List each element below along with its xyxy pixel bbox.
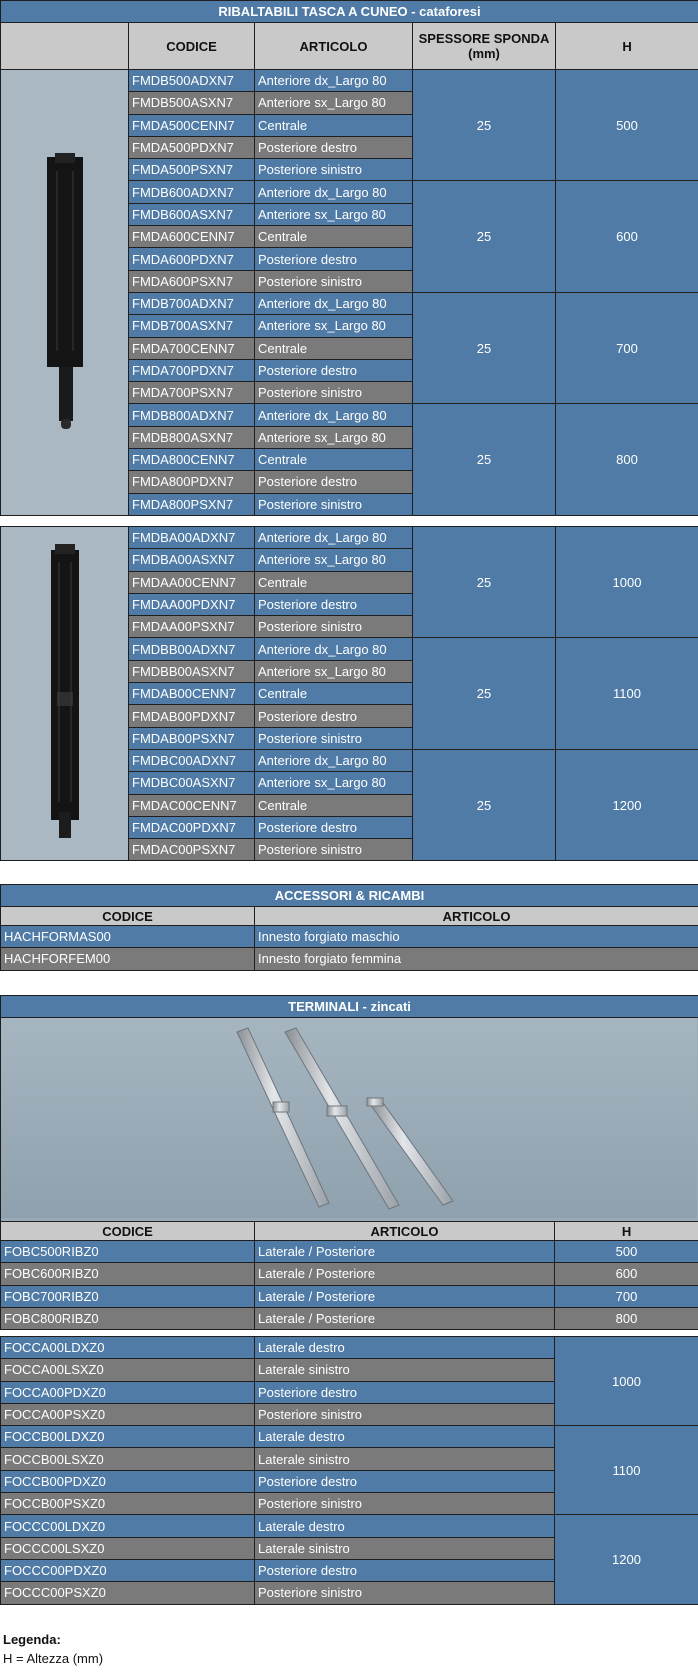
product-code: FMDAB00PDXN7 (129, 705, 255, 727)
product-article: Anteriore sx_Largo 80 (255, 92, 413, 114)
terminale-code: FOCCC00PDXZ0 (1, 1559, 255, 1581)
product-code: FMDA800CENN7 (129, 449, 255, 471)
terminale-article: Posteriore destro (255, 1559, 555, 1581)
product-article: Posteriore destro (255, 359, 413, 381)
terminale-code: FOCCC00LSXZ0 (1, 1537, 255, 1559)
product-code: FMDB800ASXN7 (129, 426, 255, 448)
terminale-h: 1100 (555, 1426, 698, 1515)
accessori-title: ACCESSORI & RICAMBI (1, 885, 698, 907)
codice-header: CODICE (129, 23, 255, 70)
product-article: Posteriore destro (255, 248, 413, 270)
terminale-code: FOCCA00PDXZ0 (1, 1381, 255, 1403)
h-value: 800 (556, 404, 698, 515)
h-value: 1200 (556, 749, 698, 860)
product-article: Posteriore sinistro (255, 270, 413, 292)
product-code: FMDAA00CENN7 (129, 571, 255, 593)
product-code: FMDB600ASXN7 (129, 203, 255, 225)
terminale-code: FOCCA00LSXZ0 (1, 1359, 255, 1381)
ribaltabili-table-1000-1200 (0, 526, 698, 861)
product-code: FMDB500ADXN7 (129, 70, 255, 92)
legend-text: H = Altezza (mm) (3, 1651, 104, 1666)
terminali-table (0, 995, 698, 1330)
product-article: Anteriore sx_Largo 80 (255, 660, 413, 682)
h-value: 1000 (556, 527, 698, 638)
product-article: Posteriore sinistro (255, 493, 413, 515)
h-value: 500 (556, 70, 698, 181)
terminale-code: FOCCB00LSXZ0 (1, 1448, 255, 1470)
product-code: FMDA500PSXN7 (129, 159, 255, 181)
product-article: Centrale (255, 337, 413, 359)
product-code: FMDAC00PSXN7 (129, 839, 255, 861)
product-article: Posteriore destro (255, 705, 413, 727)
table-row (1, 1241, 698, 1263)
terminale-code: FOCCA00LDXZ0 (1, 1337, 255, 1359)
product-code: FMDAA00PSXN7 (129, 616, 255, 638)
product-article: Centrale (255, 226, 413, 248)
table-row (1, 1285, 698, 1307)
product-article: Anteriore sx_Largo 80 (255, 203, 413, 225)
ribaltabili-title: RIBALTABILI TASCA A CUNEO - cataforesi (1, 1, 698, 23)
spessore-value: 25 (413, 638, 556, 749)
product-article: Posteriore sinistro (255, 839, 413, 861)
product-article: Anteriore sx_Largo 80 (255, 772, 413, 794)
product-code: FMDA700PSXN7 (129, 382, 255, 404)
terminali-title: TERMINALI - zincati (1, 996, 698, 1018)
terminale-code: FOCCB00LDXZ0 (1, 1426, 255, 1448)
spessore-value: 25 (413, 749, 556, 860)
product-code: FMDBB00ASXN7 (129, 660, 255, 682)
articolo-header: ARTICOLO (255, 23, 413, 70)
product-code: FMDA600PSXN7 (129, 270, 255, 292)
product-code: FMDB600ADXN7 (129, 181, 255, 203)
product-article: Posteriore destro (255, 593, 413, 615)
product-image-cell (1, 70, 129, 516)
terminali-codice-header: CODICE (1, 1222, 255, 1241)
h-value: 1100 (556, 638, 698, 749)
legend (3, 1632, 103, 1666)
product-code: FMDB800ADXN7 (129, 404, 255, 426)
accessori-code: HACHFORMAS00 (1, 926, 255, 948)
table-row (1, 70, 698, 92)
product-code: FMDA500PDXN7 (129, 136, 255, 158)
terminale-code: FOBC500RIBZ0 (1, 1241, 255, 1263)
terminale-article: Laterale / Posteriore (255, 1307, 555, 1329)
product-article: Centrale (255, 571, 413, 593)
terminale-code: FOBC700RIBZ0 (1, 1285, 255, 1307)
spessore-value: 25 (413, 292, 556, 403)
accessori-articolo-header: ARTICOLO (255, 907, 698, 926)
product-code: FMDBC00ADXN7 (129, 749, 255, 771)
terminale-h: 1200 (555, 1515, 698, 1604)
product-code: FMDBA00ADXN7 (129, 527, 255, 549)
terminale-article: Laterale sinistro (255, 1448, 555, 1470)
terminale-article: Laterale destro (255, 1515, 555, 1537)
legend-title: Legenda: (3, 1632, 61, 1647)
terminale-code: FOCCA00PSXZ0 (1, 1403, 255, 1425)
product-code: FMDA700CENN7 (129, 337, 255, 359)
product-code: FMDB500ASXN7 (129, 92, 255, 114)
product-article: Anteriore dx_Largo 80 (255, 749, 413, 771)
terminale-code: FOCCC00LDXZ0 (1, 1515, 255, 1537)
product-code: FMDBB00ADXN7 (129, 638, 255, 660)
terminale-h: 600 (555, 1263, 698, 1285)
product-article: Anteriore dx_Largo 80 (255, 404, 413, 426)
product-article: Posteriore sinistro (255, 159, 413, 181)
product-article: Posteriore sinistro (255, 727, 413, 749)
product-image-cell (1, 527, 129, 861)
terminale-h: 500 (555, 1241, 698, 1263)
terminali-grouped-table (0, 1336, 698, 1605)
product-article: Centrale (255, 683, 413, 705)
terminali-articolo-header: ARTICOLO (255, 1222, 555, 1241)
product-article: Centrale (255, 794, 413, 816)
spessore-value: 25 (413, 527, 556, 638)
product-code: FMDBA00ASXN7 (129, 549, 255, 571)
accessori-table (0, 884, 698, 971)
image-column-header (1, 23, 129, 70)
product-article: Centrale (255, 449, 413, 471)
product-article: Anteriore sx_Largo 80 (255, 549, 413, 571)
product-code: FMDAB00PSXN7 (129, 727, 255, 749)
product-article: Anteriore dx_Largo 80 (255, 527, 413, 549)
product-article: Posteriore sinistro (255, 382, 413, 404)
terminale-article: Laterale / Posteriore (255, 1263, 555, 1285)
terminale-article: Posteriore sinistro (255, 1403, 555, 1425)
terminale-article: Laterale destro (255, 1337, 555, 1359)
terminale-h: 800 (555, 1307, 698, 1329)
terminale-article: Laterale / Posteriore (255, 1285, 555, 1307)
product-code: FMDA600PDXN7 (129, 248, 255, 270)
terminale-article: Posteriore destro (255, 1381, 555, 1403)
product-code: FMDA600CENN7 (129, 226, 255, 248)
terminale-code: FOCCB00PSXZ0 (1, 1493, 255, 1515)
product-article: Centrale (255, 114, 413, 136)
table-row (1, 527, 698, 549)
terminale-code: FOCCB00PDXZ0 (1, 1470, 255, 1492)
table-row (1, 1263, 698, 1285)
terminale-article: Posteriore destro (255, 1470, 555, 1492)
table-row (1, 1307, 698, 1329)
accessori-codice-header: CODICE (1, 907, 255, 926)
terminale-code: FOCCC00PSXZ0 (1, 1582, 255, 1604)
product-article: Anteriore sx_Largo 80 (255, 426, 413, 448)
terminale-h: 700 (555, 1285, 698, 1307)
product-article: Anteriore dx_Largo 80 (255, 70, 413, 92)
product-article: Posteriore destro (255, 816, 413, 838)
terminale-code: FOBC600RIBZ0 (1, 1263, 255, 1285)
table-row (1, 1426, 698, 1448)
spessore-value: 25 (413, 181, 556, 292)
product-code: FMDAA00PDXN7 (129, 593, 255, 615)
product-code: FMDA700PDXN7 (129, 359, 255, 381)
terminali-h-header: H (555, 1222, 698, 1241)
terminale-code: FOBC800RIBZ0 (1, 1307, 255, 1329)
ribaltabile-product-icon (35, 151, 95, 431)
ribaltabili-table-500-800 (0, 0, 698, 516)
table-row (1, 1515, 698, 1537)
h-value: 700 (556, 292, 698, 403)
terminali-product-icon (1, 1018, 697, 1218)
accessori-code: HACHFORFEM00 (1, 948, 255, 970)
table-row (1, 1337, 698, 1359)
spessore-value: 25 (413, 70, 556, 181)
terminale-article: Laterale sinistro (255, 1537, 555, 1559)
product-code: FMDB700ASXN7 (129, 315, 255, 337)
product-code: FMDAB00CENN7 (129, 683, 255, 705)
terminale-article: Laterale destro (255, 1426, 555, 1448)
product-code: FMDA800PSXN7 (129, 493, 255, 515)
product-article: Posteriore destro (255, 471, 413, 493)
product-article: Posteriore destro (255, 136, 413, 158)
accessori-article: Innesto forgiato femmina (255, 948, 698, 970)
product-article: Anteriore sx_Largo 80 (255, 315, 413, 337)
product-article: Anteriore dx_Largo 80 (255, 292, 413, 314)
product-article: Anteriore dx_Largo 80 (255, 638, 413, 660)
product-code: FMDA500CENN7 (129, 114, 255, 136)
terminale-article: Laterale sinistro (255, 1359, 555, 1381)
product-code: FMDA800PDXN7 (129, 471, 255, 493)
h-value: 600 (556, 181, 698, 292)
terminale-article: Laterale / Posteriore (255, 1241, 555, 1263)
h-header: H (556, 23, 698, 70)
spessore-value: 25 (413, 404, 556, 515)
product-code: FMDAC00CENN7 (129, 794, 255, 816)
product-article: Anteriore dx_Largo 80 (255, 181, 413, 203)
product-article: Posteriore sinistro (255, 616, 413, 638)
terminale-article: Posteriore sinistro (255, 1493, 555, 1515)
terminale-article: Posteriore sinistro (255, 1582, 555, 1604)
product-code: FMDAC00PDXN7 (129, 816, 255, 838)
terminali-image (1, 1018, 698, 1222)
product-code: FMDB700ADXN7 (129, 292, 255, 314)
terminale-h: 1000 (555, 1337, 698, 1426)
accessori-article: Innesto forgiato maschio (255, 926, 698, 948)
ribaltabile-product-icon (35, 542, 95, 842)
product-code: FMDBC00ASXN7 (129, 772, 255, 794)
spessore-header: SPESSORE SPONDA (mm) (413, 23, 556, 70)
